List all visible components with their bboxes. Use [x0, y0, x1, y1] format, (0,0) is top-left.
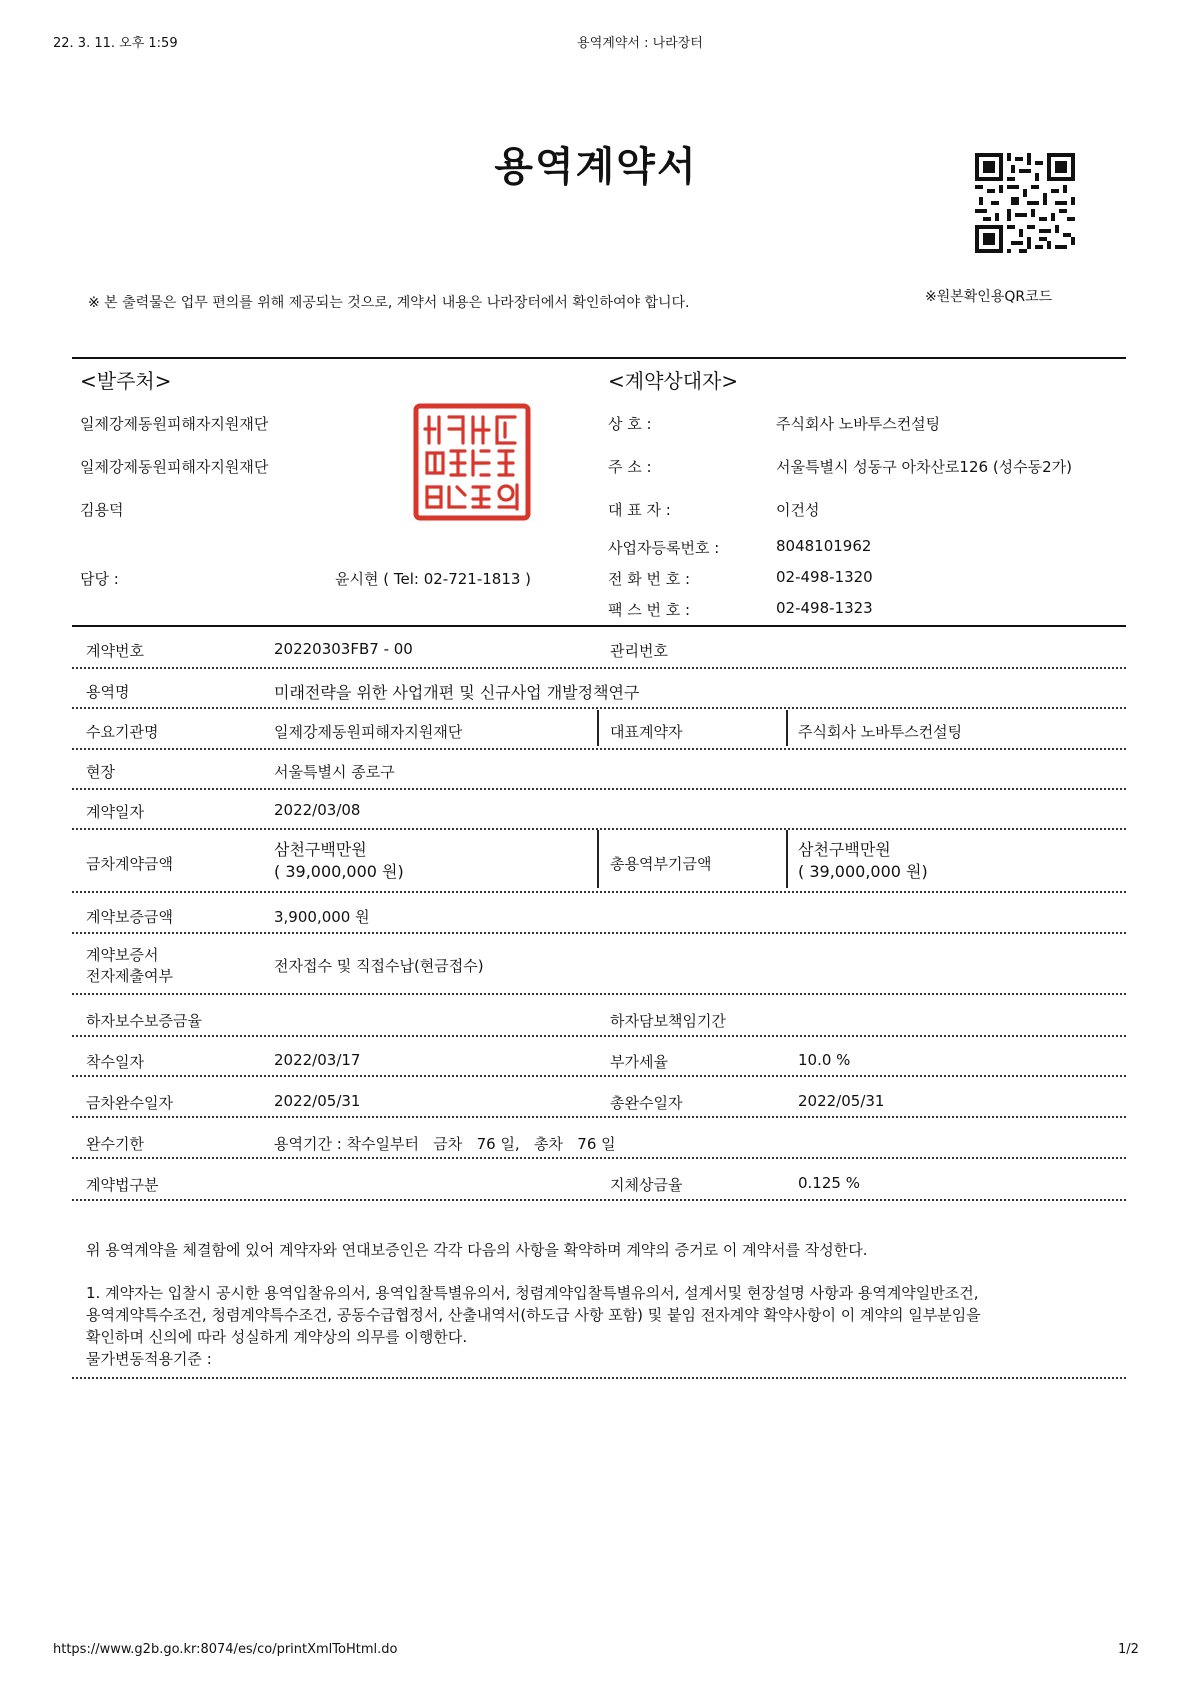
- row-label-total-completion: 총완수일자: [610, 1094, 683, 1112]
- row-value-contract-date: 2022/03/08: [274, 801, 361, 819]
- footer-url[interactable]: https://www.g2b.go.kr:8074/es/co/printXmlToHtml.do: [53, 1642, 398, 1657]
- row-label-vat-rate: 부가세율: [610, 1053, 668, 1071]
- qr-label: ※원본확인용QR코드: [925, 289, 1053, 305]
- row-label-site: 현장: [86, 763, 115, 781]
- divider: [72, 357, 1126, 359]
- clause-1-line-3: 확인하며 신의에 따라 성실하게 계약상의 의무를 이행한다.: [86, 1328, 468, 1346]
- row-value-deadline: 용역기간 : 착수일부터 금차 76 일, 총차 76 일: [274, 1135, 616, 1153]
- print-datetime: 22. 3. 11. 오후 1:59: [53, 36, 178, 51]
- clause-1-line-1: 1. 계약자는 입찰시 공시한 용역입찰유의서, 용역입찰특별유의서, 청렴계약입찰특별유의서, 설계서및 현장설명 사항과 용역계약일반조건,: [86, 1284, 979, 1302]
- row-divider: [72, 667, 1126, 669]
- row-label-penalty-rate: 지체상금율: [610, 1176, 683, 1194]
- row-value-rep-contractor: 주식회사 노바투스컨설팅: [798, 723, 963, 741]
- row-divider: [72, 932, 1126, 934]
- orderer-line2: 일제강제동원피해자지원재단: [80, 458, 269, 476]
- row-divider: [72, 1157, 1126, 1159]
- notice-text: ※ 본 출력물은 업무 편의를 위해 제공되는 것으로, 계약서 내용은 나라장터에서 확인하여야 합니다.: [88, 295, 690, 311]
- row-value-current-amount: ( 39,000,000 원): [274, 862, 404, 881]
- price-adjustment-label: 물가변동적용기준 :: [86, 1350, 212, 1368]
- contractor-value-2: 이건성: [776, 501, 820, 519]
- contractor-value-3: 8048101962: [776, 537, 872, 555]
- row-label-rep-contractor: 대표계약자: [610, 723, 683, 741]
- page-number: 1/2: [1118, 1642, 1139, 1657]
- orderer-contact-label: 담당 :: [80, 570, 119, 588]
- row-value-site: 서울특별시 종로구: [274, 763, 395, 781]
- contractor-label-4: 전 화 번 호 :: [608, 570, 691, 588]
- row-label-defect-rate: 하자보수보증금율: [86, 1012, 202, 1030]
- divider: [72, 625, 1126, 627]
- row-label-total-amount: 총용역부기금액: [610, 855, 712, 873]
- row-divider: [72, 891, 1126, 893]
- contractor-value-4: 02-498-1320: [776, 568, 873, 586]
- contractor-value-0: 주식회사 노바투스컨설팅: [776, 415, 941, 433]
- row-label-deadline: 완수기한: [86, 1135, 144, 1153]
- row-divider: [72, 1075, 1126, 1077]
- orderer-line3: 김용덕: [80, 501, 124, 519]
- document-title: 용역계약서: [494, 144, 698, 190]
- contractor-label-0: 상 호 :: [608, 415, 652, 433]
- contractor-label-3: 사업자등록번호 :: [608, 539, 720, 557]
- row-divider: [72, 1377, 1126, 1379]
- row-divider: [72, 1116, 1126, 1118]
- row-divider: [72, 707, 1126, 709]
- official-seal-stamp: [413, 403, 531, 521]
- row-value-vat-rate: 10.0 %: [798, 1051, 851, 1069]
- row-value-total-completion: 2022/05/31: [798, 1092, 885, 1110]
- row-label-service-name: 용역명: [86, 683, 130, 701]
- row-label-current-completion: 금차완수일자: [86, 1094, 173, 1112]
- row-label-e-submission: 전자제출여부: [86, 967, 173, 985]
- row-divider: [72, 1035, 1126, 1037]
- orderer-contact-value: 윤시현 ( Tel: 02-721-1813 ): [335, 570, 532, 588]
- row-value-submission-method: 전자접수 및 직접수납(현금접수): [274, 957, 484, 975]
- row-label-law-type: 계약법구분: [86, 1176, 159, 1194]
- row-label-demand-agency: 수요기관명: [86, 723, 159, 741]
- cell-divider: [597, 830, 599, 888]
- qr-code: [975, 153, 1075, 253]
- cell-divider: [786, 830, 788, 888]
- row-divider: [72, 993, 1126, 995]
- contractor-label-1: 주 소 :: [608, 458, 652, 476]
- row-label-mgmt-no: 관리번호: [610, 642, 668, 660]
- row-value-contract-no: 20220303FB7 - 00: [274, 640, 413, 658]
- cell-divider: [597, 710, 599, 746]
- row-value-guarantee-amount: 3,900,000 원: [274, 908, 370, 926]
- row-value-total-amount: ( 39,000,000 원): [798, 862, 928, 881]
- row-label-contract-no: 계약번호: [86, 642, 144, 660]
- row-divider: [72, 1199, 1126, 1201]
- contractor-value-5: 02-498-1323: [776, 599, 873, 617]
- contractor-label-2: 대 표 자 :: [608, 501, 671, 519]
- orderer-line1: 일제강제동원피해자지원재단: [80, 415, 269, 433]
- row-value-penalty-rate: 0.125 %: [798, 1174, 860, 1192]
- seal-text: 일제강제동원피해자지원재단인: [472, 465, 486, 466]
- row-divider: [72, 748, 1126, 750]
- row-value-total-amount-words: 삼천구백만원: [798, 840, 891, 859]
- contractor-value-1: 서울특별시 성동구 아차산로126 (성수동2가): [776, 458, 1073, 476]
- row-value-demand-agency: 일제강제동원피해자지원재단: [274, 723, 463, 741]
- contractor-label-5: 팩 스 번 호 :: [608, 601, 691, 619]
- row-label-guarantee-amount: 계약보증금액: [86, 908, 173, 926]
- row-value-current-amount-words: 삼천구백만원: [274, 840, 367, 859]
- row-value-service-name: 미래전략을 위한 사업개편 및 신규사업 개발정책연구: [274, 683, 640, 702]
- row-label-guarantee-doc: 계약보증서: [86, 946, 159, 964]
- row-label-contract-date: 계약일자: [86, 803, 144, 821]
- row-divider: [72, 828, 1126, 830]
- print-page-title: 용역계약서 : 나라장터: [577, 36, 703, 51]
- row-label-current-amount: 금차계약금액: [86, 855, 173, 873]
- clause-1-line-2: 용역계약특수조건, 청렴계약특수조건, 공동수급협정서, 산출내역서(하도급 사항 포함) 및 붙임 전자계약 확약사항이 이 계약의 일부분임을: [86, 1306, 981, 1324]
- row-value-start-date: 2022/03/17: [274, 1051, 361, 1069]
- contractor-heading: <계약상대자>: [608, 369, 739, 393]
- orderer-heading: <발주처>: [80, 369, 172, 393]
- row-label-start-date: 착수일자: [86, 1053, 144, 1071]
- contract-statement: 위 용역계약을 체결함에 있어 계약자와 연대보증인은 각각 다음의 사항을 확약하며 계약의 증거로 이 계약서를 작성한다.: [86, 1241, 868, 1259]
- row-label-defect-period: 하자담보책임기간: [610, 1012, 726, 1030]
- cell-divider: [786, 710, 788, 746]
- row-value-current-completion: 2022/05/31: [274, 1092, 361, 1110]
- row-divider: [72, 788, 1126, 790]
